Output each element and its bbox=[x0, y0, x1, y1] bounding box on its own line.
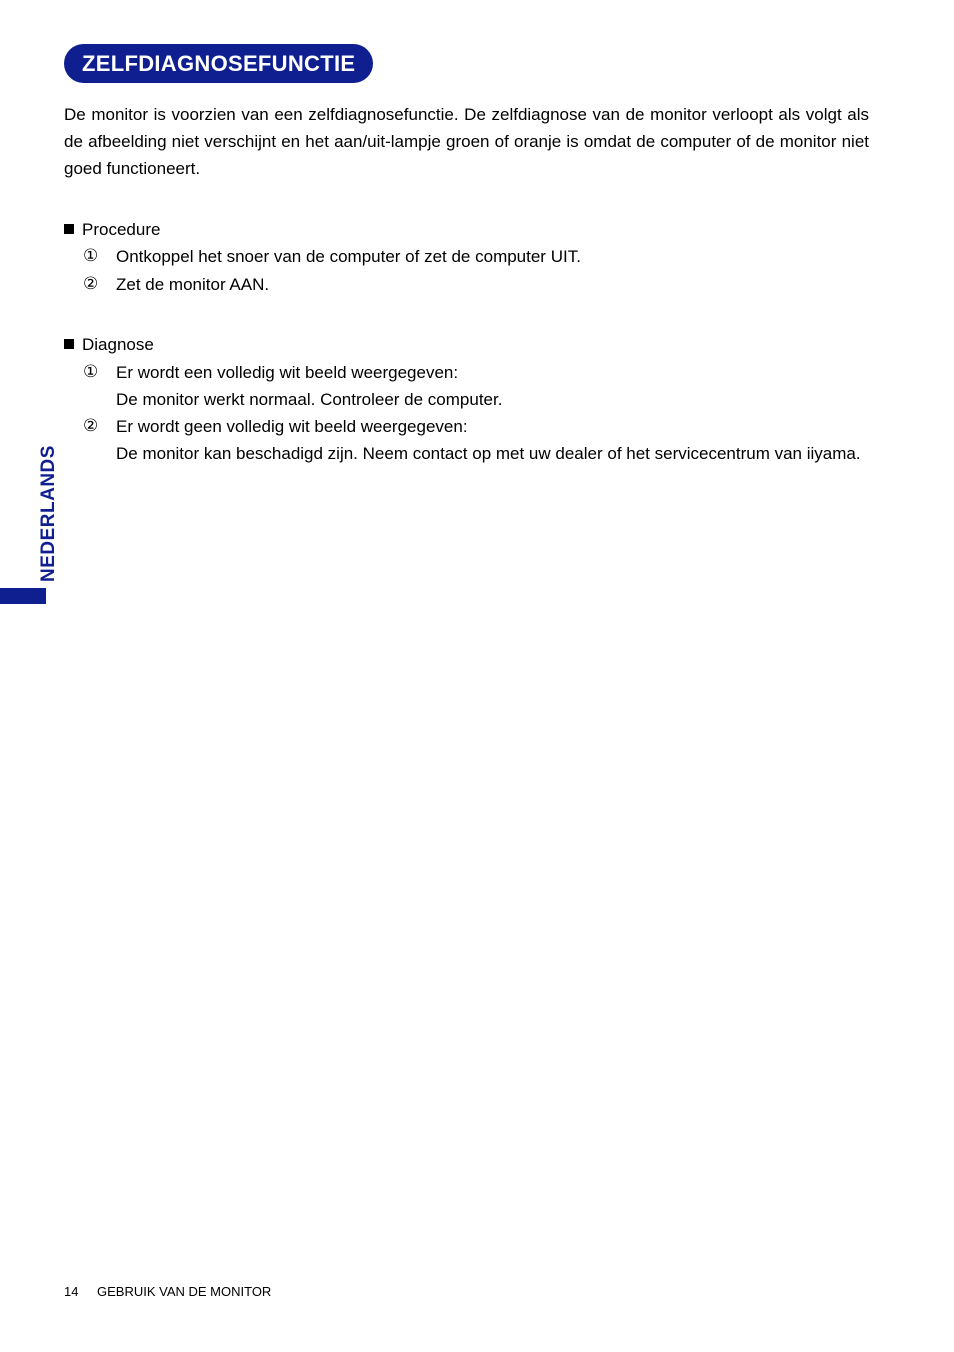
footer-section-title: GEBRUIK VAN DE MONITOR bbox=[97, 1284, 272, 1299]
diagnose-step-2-condition: Er wordt geen volledig wit beeld weergegeven: bbox=[116, 417, 468, 436]
diagnose-heading bbox=[64, 331, 154, 358]
procedure-heading bbox=[64, 216, 160, 243]
procedure-step-1 bbox=[83, 243, 869, 270]
language-tab-marker bbox=[0, 588, 46, 604]
circled-number-2-icon: ② bbox=[83, 416, 99, 435]
page-title: ZELFDIAGNOSEFUNCTIE bbox=[64, 44, 373, 83]
circled-number-2-icon: ② bbox=[83, 274, 99, 293]
procedure-heading-label: Procedure bbox=[82, 220, 161, 239]
square-bullet-icon bbox=[64, 339, 74, 349]
language-tab-label: NEDERLANDS bbox=[38, 445, 59, 582]
page-number: 14 bbox=[64, 1284, 79, 1299]
diagnose-step-2 bbox=[83, 413, 869, 467]
intro-paragraph: De monitor is voorzien van een zelfdiagnosefunctie. De zelfdiagnose van de monitor verloopt als volgt als de afbeelding niet verschijnt en het aan/uit-lampje groen of oranje is omdat de computer of de monitor niet goed functioneert. bbox=[64, 105, 869, 178]
square-bullet-icon bbox=[64, 224, 74, 234]
diagnose-heading-label: Diagnose bbox=[82, 335, 154, 354]
procedure-step-1-text: Ontkoppel het snoer van de computer of zet de computer UIT. bbox=[116, 247, 581, 266]
procedure-step-2 bbox=[83, 271, 869, 298]
diagnose-step-1-condition: Er wordt een volledig wit beeld weergegeven: bbox=[116, 363, 459, 382]
diagnose-step-1-result: De monitor werkt normaal. Controleer de computer. bbox=[116, 390, 503, 409]
circled-number-1-icon: ① bbox=[83, 362, 99, 381]
page-footer bbox=[64, 1283, 271, 1301]
procedure-step-2-text: Zet de monitor AAN. bbox=[116, 275, 270, 294]
diagnose-step-1 bbox=[83, 359, 869, 413]
diagnose-step-2-result: De monitor kan beschadigd zijn. Neem contact op met uw dealer of het servicecentrum van iiyama. bbox=[116, 444, 861, 463]
circled-number-1-icon: ① bbox=[83, 246, 99, 265]
